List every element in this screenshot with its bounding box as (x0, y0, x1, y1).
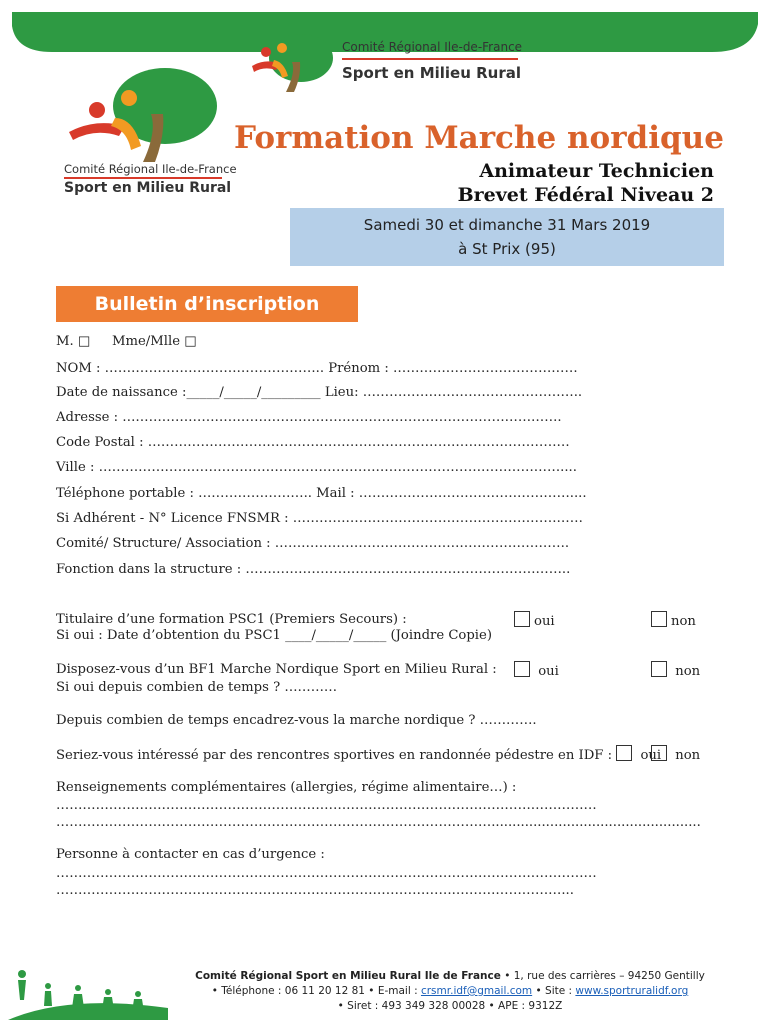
field-urgence-1[interactable]: …………………………………………………………………………………………………………… (56, 866, 597, 881)
footer-line3: • Siret : 493 349 328 00028 • APE : 9312Z (337, 1000, 563, 1012)
footer-email-link[interactable]: crsmr.idf@gmail.com (420, 985, 533, 997)
logo-left (60, 66, 240, 200)
field-psc1-date[interactable]: Si oui : Date d’obtention du PSC1 ____/_____/_____ (Joindre Copie) (56, 628, 492, 643)
footer-line1: Comité Régional Sport en Milieu Rural Ile de France • 1, rue des carrières – 94250 Gentilly (195, 970, 705, 982)
field-ville[interactable]: Ville : …………………………………………………………………………………………….... (56, 460, 577, 475)
field-nom-prenom[interactable]: NOM : ………………………………………….. Prénom : …………………………………… (56, 361, 578, 376)
question-psc1: Titulaire d’une formation PSC1 (Premiers Secours) : (56, 612, 407, 627)
label-urgence: Personne à contacter en cas d’urgence : (56, 847, 325, 862)
field-adresse[interactable]: Adresse : ………………………………………………………………………………………. (56, 410, 562, 425)
checkbox-bf1-non[interactable] (651, 661, 667, 677)
logo-top (246, 32, 536, 102)
civility-mme[interactable]: Mme/Mlle □ (112, 334, 197, 349)
date-box (290, 208, 724, 266)
footer-sports-icon (8, 964, 168, 1020)
field-renseignements-1[interactable]: …………………………………………………………………………………………………………… (56, 798, 597, 813)
field-comite[interactable]: Comité/ Structure/ Association : …………………………………………………………. (56, 536, 570, 551)
field-bf1-duree[interactable]: Si oui depuis combien de temps ? ………… (56, 680, 338, 695)
logo-tree-icon (246, 32, 336, 97)
bulletin-heading: Bulletin d’inscription (56, 286, 358, 322)
field-encadrez[interactable]: Depuis combien de temps encadrez-vous la marche nordique ? …………. (56, 713, 537, 728)
rencontres-non[interactable]: non (651, 745, 700, 763)
field-urgence-2[interactable]: ……………………………………………………………………………….……………………... (56, 883, 574, 898)
checkbox-rencontres-oui[interactable] (616, 745, 632, 761)
footer-illustration (8, 964, 168, 1020)
logo-left-line1: Comité Régional Ile-de-France (64, 162, 237, 176)
psc1-oui[interactable]: oui (514, 611, 555, 629)
civility-m[interactable]: M. □ (56, 334, 91, 349)
logo-left-divider (64, 177, 222, 179)
psc1-non[interactable]: non (651, 611, 696, 629)
label-renseignements: Renseignements complémentaires (allergies, régime alimentaire…) : (56, 780, 517, 795)
subtitle-animateur: Animateur Technicien (479, 160, 714, 182)
checkbox-rencontres-non[interactable] (651, 745, 667, 761)
page-title: Formation Marche nordique (234, 120, 724, 156)
question-rencontres: Seriez-vous intéressé par des rencontres sportives en randonnée pédestre en IDF : oui (56, 745, 661, 763)
bf1-oui[interactable]: oui (514, 661, 559, 679)
field-telephone-mail[interactable]: Téléphone portable : …………………….. Mail : ………………………………………….... (56, 486, 587, 501)
field-renseignements-2[interactable]: ……………………………………………………………………………………….................................................. (56, 815, 701, 830)
logo-top-line1: Comité Régional Ile-de-France (342, 40, 523, 54)
question-bf1: Disposez-vous d’un BF1 Marche Nordique Sport en Milieu Rural : (56, 662, 497, 677)
footer-site-link[interactable]: www.sportruralidf.org (575, 985, 689, 997)
location-line: à St Prix (95) (458, 240, 556, 258)
logo-top-divider (342, 58, 518, 60)
logo-left-line2: Sport en Milieu Rural (64, 180, 232, 196)
bf1-non[interactable]: non (651, 661, 700, 679)
checkbox-psc1-oui[interactable] (514, 611, 530, 627)
date-line: Samedi 30 et dimanche 31 Mars 2019 (363, 216, 651, 234)
checkbox-psc1-non[interactable] (651, 611, 667, 627)
logo-top-line2: Sport en Milieu Rural (342, 64, 522, 82)
subtitle-brevet: Brevet Fédéral Niveau 2 (457, 184, 714, 206)
field-fonction[interactable]: Fonction dans la structure : ……………………………………………………………….. (56, 562, 571, 577)
checkbox-bf1-oui[interactable] (514, 661, 530, 677)
logo-tree-large-icon (65, 66, 225, 166)
footer-line2: • Téléphone : 06 11 20 12 81 • E-mail : crsmr.idf@gmail.com • Site : www.sportruralidf.org (211, 985, 689, 997)
field-licence[interactable]: Si Adhérent - N° Licence FNSMR : ………………………………………………………… (56, 511, 583, 526)
field-naissance[interactable]: Date de naissance :_____/_____/_________ Lieu: ………………………………………….. (56, 385, 583, 400)
field-code-postal[interactable]: Code Postal : …………………………………………………………………………………… (56, 435, 570, 450)
